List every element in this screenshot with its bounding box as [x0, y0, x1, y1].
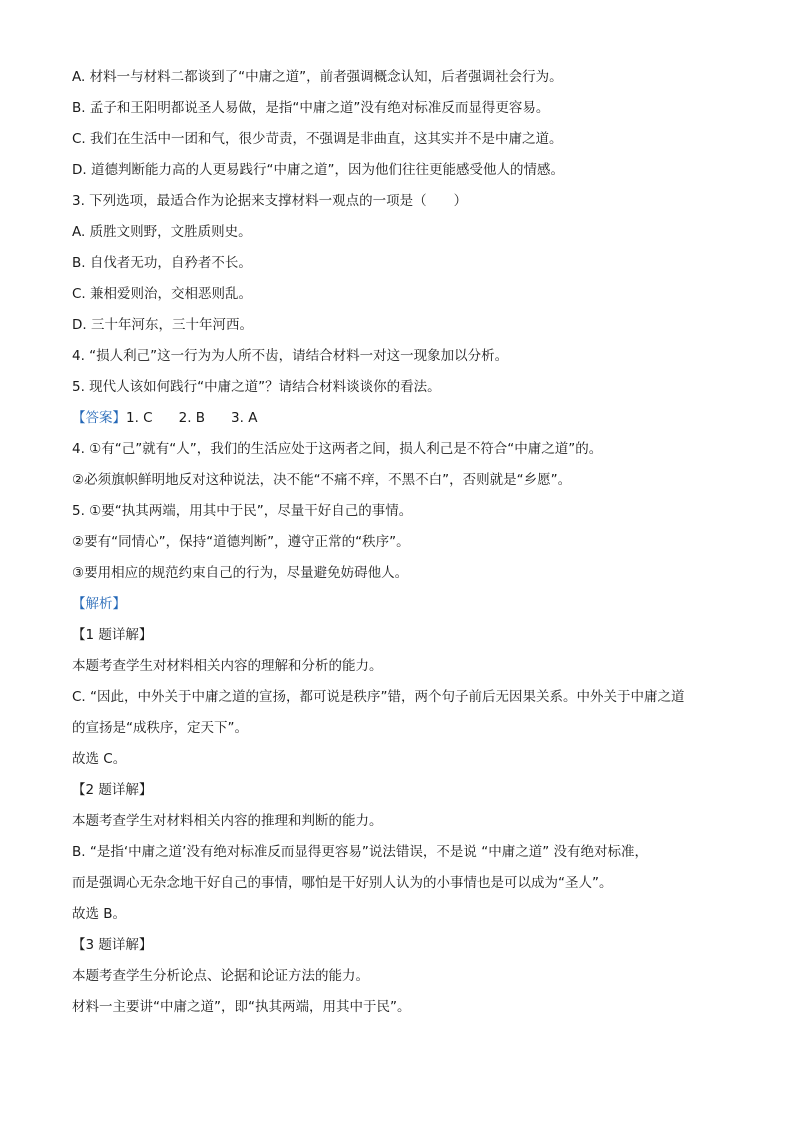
option-line: D. 道德判断能力高的人更易践行“中庸之道”，因为他们往往更能感受他人的情感。: [72, 162, 564, 178]
option-line: B. 孟子和王阳明都说圣人易做，是指“中庸之道”没有绝对标准反而显得更容易。: [72, 100, 550, 116]
answer-1: 1. C: [126, 410, 153, 426]
analysis-text: B. “是指‘中庸之道’没有绝对标准反而显得更容易”说法错误，不是说 “中庸之道” 没有绝对标准，: [72, 844, 648, 860]
answer-text: 5. ①要“执其两端，用其中于民”，尽量干好自己的事情。: [72, 503, 413, 519]
answer-label: 【答案】: [72, 410, 126, 426]
question-stem: 4. “损人利己”这一行为为人所不齿，请结合材料一对这一现象加以分析。: [72, 348, 509, 364]
analysis-text: 本题考查学生分析论点、论据和论证方法的能力。: [72, 968, 369, 984]
answer-2: 2. B: [178, 410, 206, 426]
analysis-text: 而是强调心无杂念地干好自己的事情，哪怕是干好别人认为的小事情也是可以成为“圣人”。: [72, 875, 613, 891]
answer-text: ③要用相应的规范约束自己的行为，尽量避免妨碍他人。: [72, 565, 409, 581]
answer-line: [72, 403, 722, 434]
document-page: [72, 62, 722, 1023]
option-line: B. 自伐者无功，自矜者不长。: [72, 255, 252, 271]
section-heading: 【2 题详解】: [72, 782, 153, 798]
analysis-text: 的宣扬是“成秩序，定天下”。: [72, 720, 248, 736]
answer-text: ②必须旗帜鲜明地反对这种说法，决不能“不痛不痒，不黑不白”，否则就是“乡愿”。: [72, 472, 572, 488]
option-line: A. 材料一与材料二都谈到了“中庸之道”，前者强调概念认知，后者强调社会行为。: [72, 69, 563, 85]
answer-3: 3. A: [231, 410, 258, 426]
answer-text: ②要有“同情心”，保持“道德判断”，遵守正常的“秩序”。: [72, 534, 410, 550]
analysis-text: C. “因此，中外关于中庸之道的宣扬，都可说是秩序”错，两个句子前后无因果关系。中外关于中庸之道: [72, 689, 685, 705]
option-line: A. 质胜文则野，文胜质则史。: [72, 224, 252, 240]
question-stem: 3. 下列选项，最适合作为论据来支撑材料一观点的一项是（ ）: [72, 193, 468, 209]
answer-text: 4. ①有“己”就有“人”，我们的生活应处于这两者之间，损人利己是不符合“中庸之道”的。: [72, 441, 603, 457]
analysis-text: 本题考查学生对材料相关内容的理解和分析的能力。: [72, 658, 383, 674]
section-heading: 【3 题详解】: [72, 937, 153, 953]
option-line: C. 兼相爱则治，交相恶则乱。: [72, 286, 253, 302]
analysis-text: 故选 C。: [72, 751, 127, 767]
analysis-text: 本题考查学生对材料相关内容的推理和判断的能力。: [72, 813, 383, 829]
question-stem: 5. 现代人该如何践行“中庸之道”？请结合材料谈谈你的看法。: [72, 379, 441, 395]
option-line: D. 三十年河东，三十年河西。: [72, 317, 253, 333]
analysis-label: 【解析】: [72, 596, 126, 612]
analysis-text: 材料一主要讲“中庸之道”，即“执其两端，用其中于民”。: [72, 999, 411, 1015]
analysis-text: 故选 B。: [72, 906, 127, 922]
option-line: C. 我们在生活中一团和气，很少苛责，不强调是非曲直，这其实并不是中庸之道。: [72, 131, 563, 147]
section-heading: 【1 题详解】: [72, 627, 153, 643]
